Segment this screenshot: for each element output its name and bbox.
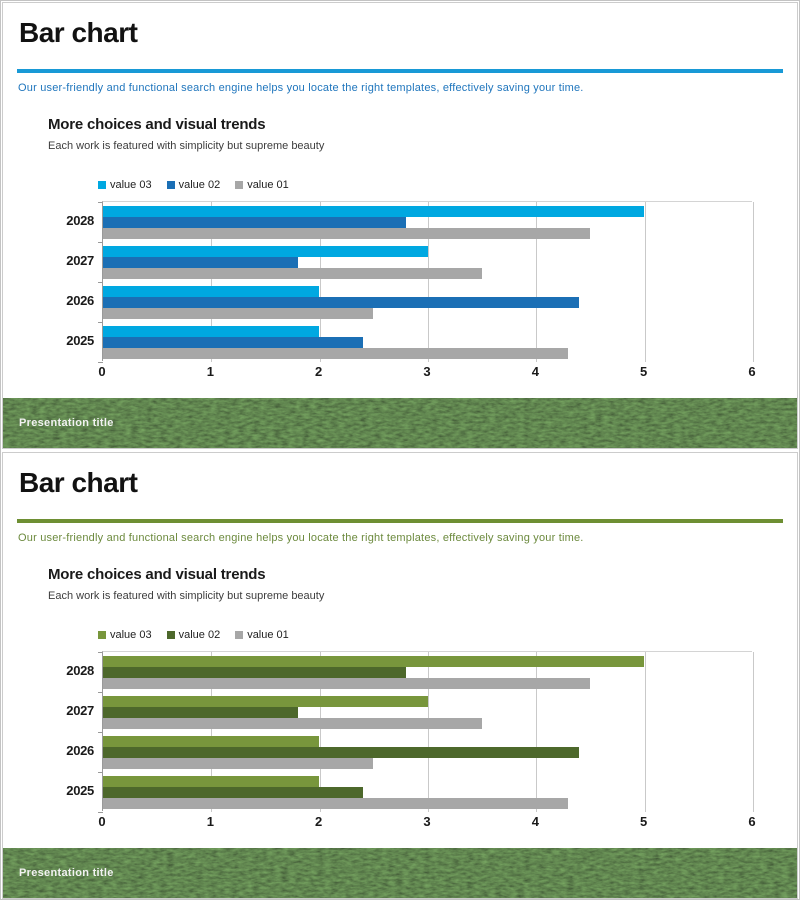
accent-rule bbox=[17, 69, 783, 73]
chart-legend bbox=[98, 179, 289, 191]
legend-swatch-icon bbox=[167, 181, 175, 189]
chart-heading: More choices and visual trends bbox=[48, 566, 266, 583]
legend-label: value 02 bbox=[178, 629, 221, 641]
bar bbox=[103, 747, 579, 758]
slide-blue bbox=[2, 2, 798, 449]
bar bbox=[103, 217, 406, 228]
bar-group bbox=[103, 652, 752, 692]
chart-legend bbox=[98, 629, 289, 641]
bar bbox=[103, 297, 579, 308]
x-axis-tick-label: 6 bbox=[748, 364, 756, 379]
footer-presentation-title: Presentation title bbox=[19, 867, 114, 879]
legend-item bbox=[167, 179, 221, 191]
page-title: Bar chart bbox=[19, 17, 138, 48]
bar bbox=[103, 348, 568, 359]
bar bbox=[103, 286, 319, 297]
bar bbox=[103, 268, 482, 279]
bar bbox=[103, 707, 298, 718]
axis-tick bbox=[98, 362, 103, 363]
slide-footer bbox=[3, 848, 797, 898]
bar bbox=[103, 678, 590, 689]
slide-green bbox=[2, 452, 798, 899]
x-axis-tick-label: 4 bbox=[531, 364, 539, 379]
legend-label: value 01 bbox=[247, 179, 289, 191]
legend-label: value 03 bbox=[110, 629, 152, 641]
bar bbox=[103, 667, 406, 678]
x-axis-tick-label: 2 bbox=[315, 364, 323, 379]
category-label: 2025 bbox=[66, 783, 94, 798]
bar-group bbox=[103, 282, 752, 322]
x-axis-tick-label: 5 bbox=[640, 364, 648, 379]
legend-item bbox=[235, 179, 289, 191]
bar bbox=[103, 656, 644, 667]
legend-item bbox=[167, 629, 221, 641]
legend-swatch-icon bbox=[98, 631, 106, 639]
bar bbox=[103, 228, 590, 239]
bar bbox=[103, 736, 319, 747]
category-label: 2027 bbox=[66, 253, 94, 268]
accent-rule bbox=[17, 519, 783, 523]
bar-chart bbox=[48, 201, 772, 391]
x-axis-tick-label: 1 bbox=[206, 814, 214, 829]
bar-group bbox=[103, 732, 752, 772]
bar-group bbox=[103, 772, 752, 812]
x-axis-tick-label: 3 bbox=[423, 814, 431, 829]
footer-presentation-title: Presentation title bbox=[19, 417, 114, 429]
chart-subheading: Each work is featured with simplicity but supreme beauty bbox=[48, 140, 325, 152]
x-axis-tick-label: 3 bbox=[423, 364, 431, 379]
x-axis-tick-label: 6 bbox=[748, 814, 756, 829]
chart-subheading: Each work is featured with simplicity but supreme beauty bbox=[48, 590, 325, 602]
x-axis-tick-label: 5 bbox=[640, 814, 648, 829]
plot-area bbox=[102, 651, 752, 811]
bar-group bbox=[103, 322, 752, 362]
slide-subtitle: Our user-friendly and functional search engine helps you locate the right templates, effectively saving your time. bbox=[18, 532, 584, 544]
bar bbox=[103, 246, 428, 257]
bar bbox=[103, 787, 363, 798]
legend-label: value 03 bbox=[110, 179, 152, 191]
plot-area bbox=[102, 201, 752, 361]
category-label: 2026 bbox=[66, 293, 94, 308]
category-label: 2028 bbox=[66, 213, 94, 228]
x-axis-tick-label: 2 bbox=[315, 814, 323, 829]
legend-item bbox=[98, 629, 152, 641]
gridline bbox=[753, 652, 754, 812]
legend-swatch-icon bbox=[167, 631, 175, 639]
bar bbox=[103, 308, 373, 319]
category-label: 2025 bbox=[66, 333, 94, 348]
legend-label: value 01 bbox=[247, 629, 289, 641]
page-title: Bar chart bbox=[19, 467, 138, 498]
axis-tick bbox=[98, 812, 103, 813]
bar bbox=[103, 776, 319, 787]
bar-group bbox=[103, 242, 752, 282]
slide-footer bbox=[3, 398, 797, 448]
grass-texture bbox=[3, 398, 797, 448]
bar bbox=[103, 696, 428, 707]
grass-texture bbox=[3, 848, 797, 898]
legend-item bbox=[98, 179, 152, 191]
bar bbox=[103, 718, 482, 729]
category-label: 2028 bbox=[66, 663, 94, 678]
gridline bbox=[753, 202, 754, 362]
bar bbox=[103, 206, 644, 217]
legend-swatch-icon bbox=[98, 181, 106, 189]
bar-chart bbox=[48, 651, 772, 841]
bar bbox=[103, 326, 319, 337]
bar bbox=[103, 337, 363, 348]
x-axis-tick-label: 1 bbox=[206, 364, 214, 379]
category-label: 2027 bbox=[66, 703, 94, 718]
bar-group bbox=[103, 202, 752, 242]
legend-label: value 02 bbox=[178, 179, 221, 191]
chart-heading: More choices and visual trends bbox=[48, 116, 266, 133]
bar bbox=[103, 758, 373, 769]
x-axis-tick-label: 0 bbox=[98, 364, 106, 379]
legend-swatch-icon bbox=[235, 181, 243, 189]
category-label: 2026 bbox=[66, 743, 94, 758]
slide-subtitle: Our user-friendly and functional search engine helps you locate the right templates, effectively saving your time. bbox=[18, 82, 584, 94]
legend-swatch-icon bbox=[235, 631, 243, 639]
legend-item bbox=[235, 629, 289, 641]
bar bbox=[103, 798, 568, 809]
x-axis-tick-label: 0 bbox=[98, 814, 106, 829]
x-axis-tick-label: 4 bbox=[531, 814, 539, 829]
bar bbox=[103, 257, 298, 268]
bar-group bbox=[103, 692, 752, 732]
